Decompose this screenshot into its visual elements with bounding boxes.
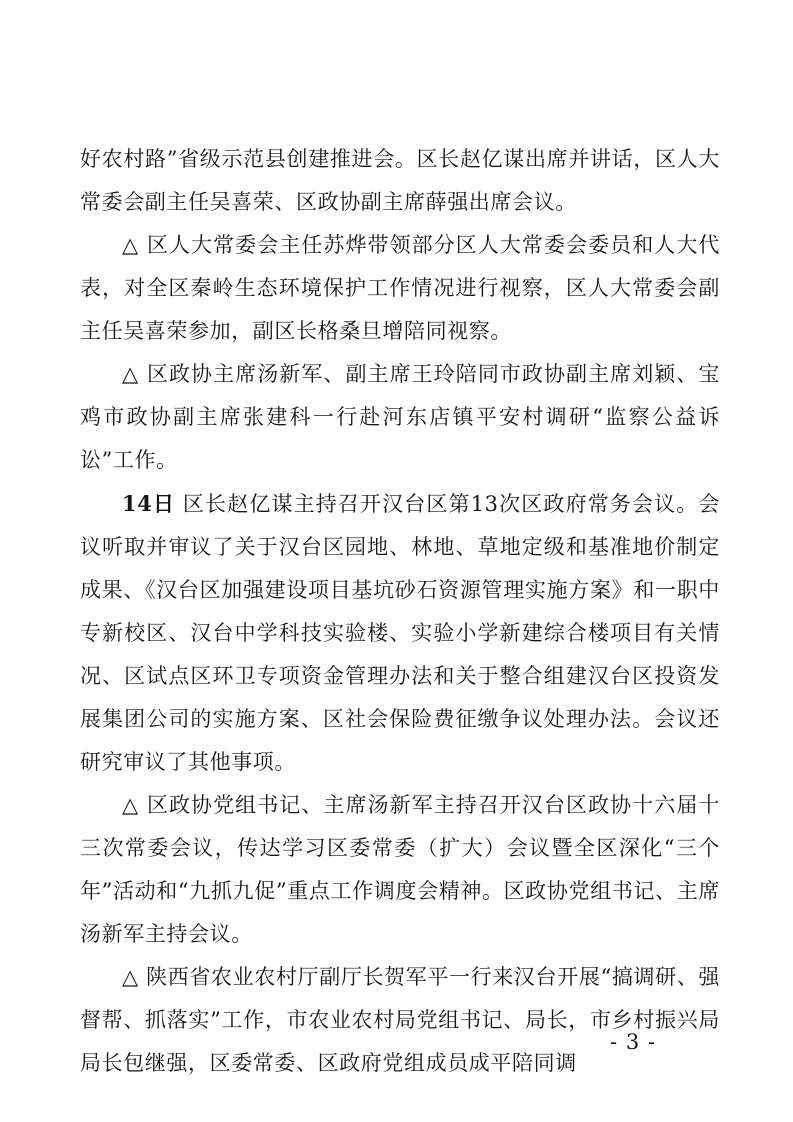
- paragraph-text: △ 区政协主席汤新军、副主席王玲陪同市政协副主席刘颖、宝鸡市政协副主席张建科一行赴河东店镇平安村调研“监察公益诉讼”工作。: [80, 362, 720, 472]
- date-label: 14日: [122, 491, 176, 516]
- paragraph-text: △ 区政协党组书记、主席汤新军主持召开汉台区政协十六届十三次常委会议，传达学习区委常委（扩大）会议暨全区深化“三个年”活动和“九抓九促”重点工作调度会精神。区政协党组书记、主席汤新军主持会议。: [80, 793, 720, 946]
- paragraph-item: [80, 956, 720, 1085]
- paragraph-continued: [80, 138, 720, 224]
- paragraph-text: 好农村路”省级示范县创建推进会。区长赵亿谋出席并讲话，区人大常委会副主任吴喜荣、区政协副主席薛强出席会议。: [80, 147, 720, 214]
- paragraph-text: △ 陕西省农业农村厅副厅长贺军平一行来汉台开展“搞调研、强督帮、抓落实”工作，市农业农村局党组书记、局长，市乡村振兴局局长包继强，区委常委、区政府党组成员成平陪同调: [80, 965, 720, 1075]
- page-number: - 3 -: [610, 1030, 656, 1054]
- paragraph-item: [80, 224, 720, 353]
- paragraph-item: [80, 353, 720, 482]
- paragraph-item: [80, 784, 720, 956]
- paragraph-text: △ 区人大常委会主任苏烨带领部分区人大常委会委员和人大代表，对全区秦岭生态环境保护工作情况进行视察，区人大常委会副主任吴喜荣参加，副区长格桑旦增陪同视察。: [80, 233, 720, 343]
- paragraph-dated: [80, 482, 720, 784]
- document-body: [80, 138, 720, 1085]
- paragraph-text: 区长赵亿谋主持召开汉台区第13次区政府常务会议。会议听取并审议了关于汉台区园地、林地、草地定级和基准地价制定成果、《汉台区加强建设项目基坑砂石资源管理实施方案》和一职中专新校区、汉台中学科技实验楼、实验小学新建综合楼项目有关情况、区试点区环卫专项资金管理办法和关于整合组建汉台区投资发展集团公司的实施方案、区社会保险费征缴争议处理办法。会议还研究审议了其他事项。: [80, 492, 720, 774]
